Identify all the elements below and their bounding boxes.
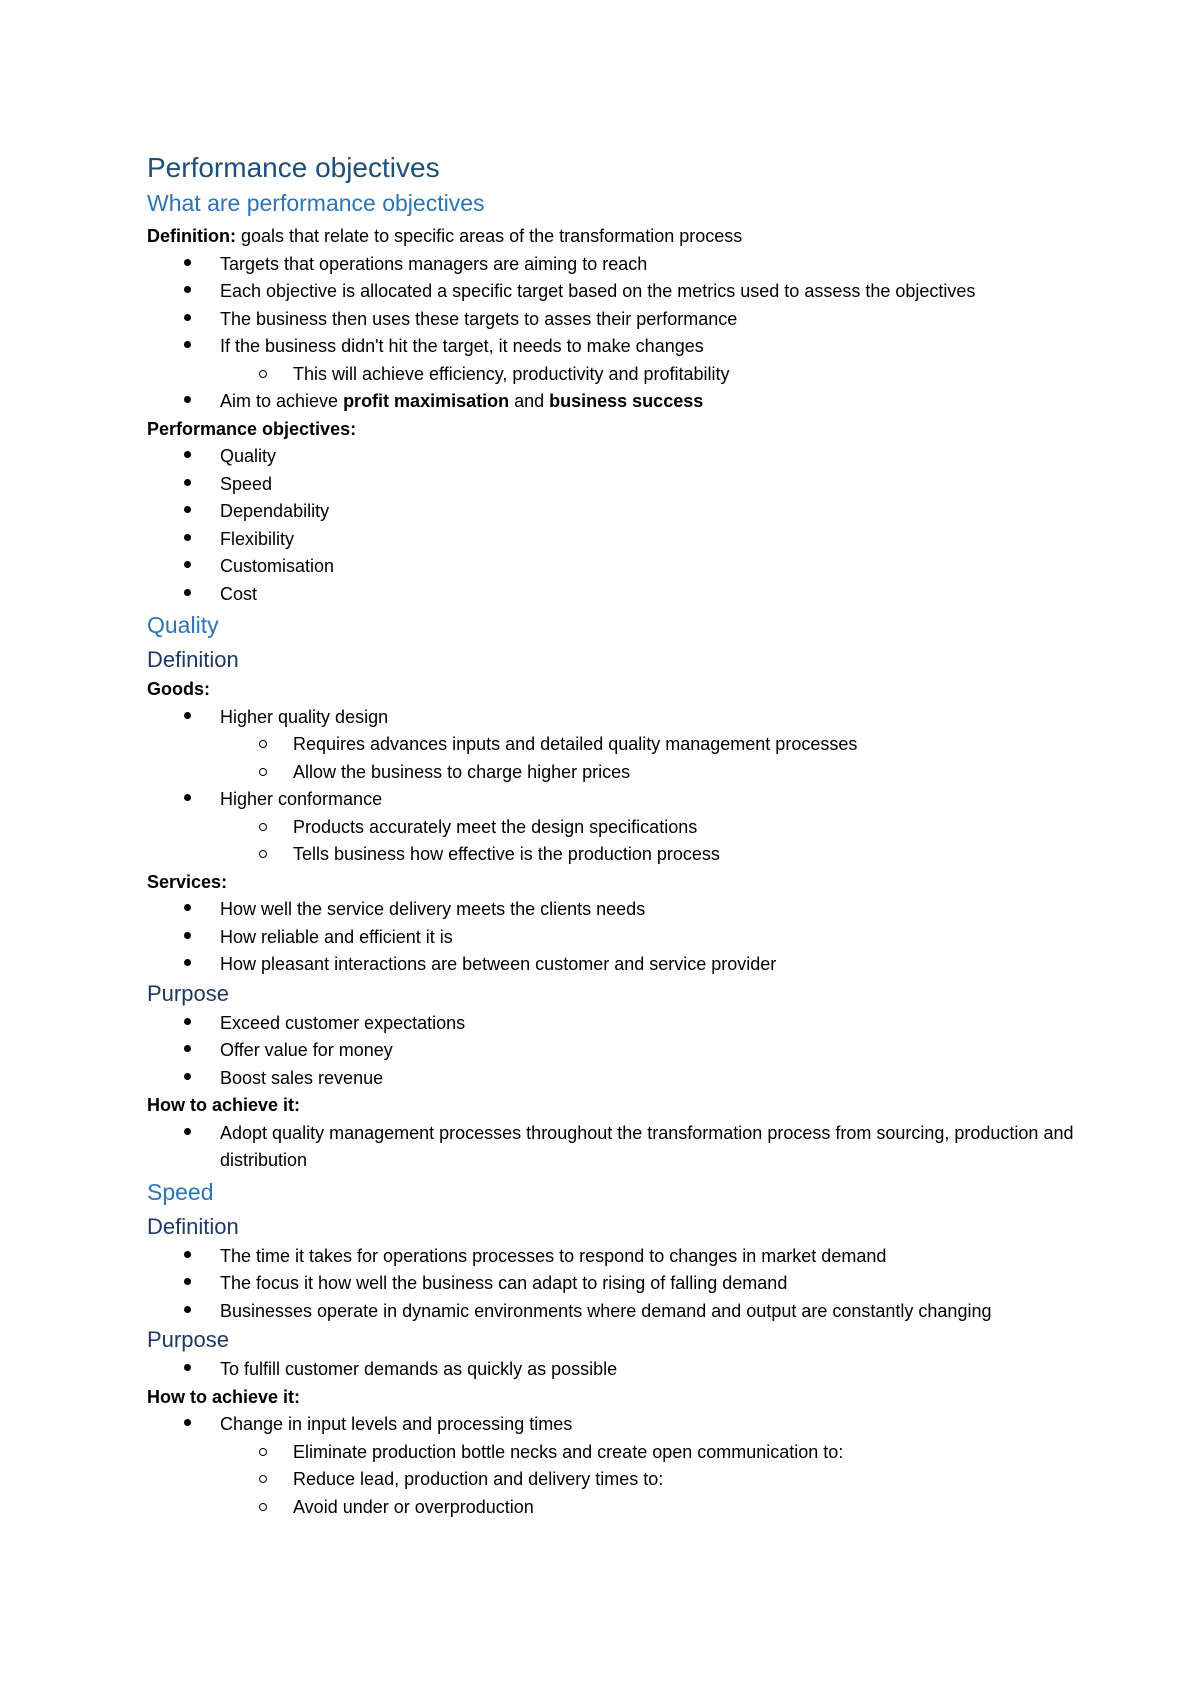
list-item-aim bbox=[147, 388, 1087, 416]
goods-list bbox=[147, 704, 1087, 869]
definition-label: Definition: bbox=[147, 226, 236, 246]
sub-list-item: Requires advances inputs and detailed quality management processes bbox=[147, 731, 1087, 759]
performance-objectives-label: Performance objectives: bbox=[147, 418, 357, 439]
sub-list-item: Products accurately meet the design specifications bbox=[147, 814, 1087, 842]
heading-quality-purpose: Purpose bbox=[147, 980, 229, 1006]
speed-purpose-list bbox=[147, 1356, 1087, 1384]
quality-purpose-list bbox=[147, 1010, 1087, 1093]
list-item: If the business didn't hit the target, it needs to make changes bbox=[147, 333, 1087, 361]
services-list bbox=[147, 896, 1087, 979]
definition-text: goals that relate to specific areas of the transformation process bbox=[235, 226, 743, 246]
sub-list-item: Allow the business to charge higher prices bbox=[147, 759, 1087, 787]
list-item: Higher quality design bbox=[147, 704, 1087, 732]
quality-how-label: How to achieve it: bbox=[147, 1095, 301, 1115]
list-item: The time it takes for operations processes to respond to changes in market demand bbox=[147, 1243, 1087, 1271]
services-label: Services: bbox=[147, 871, 228, 892]
sub-list-item: Eliminate production bottle necks and create open communication to: bbox=[147, 1439, 1087, 1467]
list-item: Quality bbox=[147, 443, 1087, 471]
aim-prefix: Aim to achieve bbox=[220, 391, 344, 411]
heading-what-are-performance-objectives: What are performance objectives bbox=[147, 190, 485, 216]
list-item: Businesses operate in dynamic environments where demand and output are constantly changing bbox=[147, 1298, 1087, 1326]
list-item: Each objective is allocated a specific target based on the metrics used to assess the objectives bbox=[147, 278, 1087, 306]
objectives-bullet-list bbox=[147, 251, 1087, 416]
aim-business-success: business success bbox=[549, 391, 704, 411]
list-item: Boost sales revenue bbox=[147, 1065, 1087, 1093]
performance-objectives-list bbox=[147, 443, 1087, 608]
sub-list-item: Reduce lead, production and delivery times to: bbox=[147, 1466, 1087, 1494]
list-item: Customisation bbox=[147, 553, 1087, 581]
list-item: How well the service delivery meets the clients needs bbox=[147, 896, 1087, 924]
list-item: Flexibility bbox=[147, 526, 1087, 554]
page-title: Performance objectives bbox=[147, 152, 440, 183]
list-item: Speed bbox=[147, 471, 1087, 499]
list-item: Cost bbox=[147, 581, 1087, 609]
speed-definition-list bbox=[147, 1243, 1087, 1326]
list-item: How reliable and efficient it is bbox=[147, 924, 1087, 952]
quality-how-list bbox=[147, 1120, 1087, 1175]
definition-paragraph bbox=[147, 223, 1087, 251]
heading-speed-definition: Definition bbox=[147, 1213, 239, 1239]
aim-and: and bbox=[509, 391, 550, 411]
list-item: To fulfill customer demands as quickly as possible bbox=[147, 1356, 1087, 1384]
heading-quality-definition: Definition bbox=[147, 647, 239, 672]
list-item: Change in input levels and processing times bbox=[147, 1411, 1087, 1439]
list-item: Adopt quality management processes throughout the transformation process from sourcing, production and distribution bbox=[147, 1120, 1087, 1175]
list-item: How pleasant interactions are between customer and service provider bbox=[147, 951, 1087, 979]
list-item: Dependability bbox=[147, 498, 1087, 526]
speed-how-label: How to achieve it: bbox=[147, 1386, 301, 1407]
list-item: Exceed customer expectations bbox=[147, 1010, 1087, 1038]
heading-speed: Speed bbox=[147, 1178, 214, 1205]
sub-list-item: Tells business how effective is the production process bbox=[147, 841, 1087, 869]
document-body bbox=[147, 146, 1087, 1521]
list-item: Offer value for money bbox=[147, 1037, 1087, 1065]
heading-speed-purpose: Purpose bbox=[147, 1327, 229, 1352]
sub-list-item: This will achieve efficiency, productivity and profitability bbox=[147, 361, 1087, 389]
aim-profit-maximisation: profit maximisation bbox=[343, 391, 510, 411]
list-item: Higher conformance bbox=[147, 786, 1087, 814]
sub-list-item: Avoid under or overproduction bbox=[147, 1494, 1087, 1522]
list-item: The focus it how well the business can adapt to rising of falling demand bbox=[147, 1270, 1087, 1298]
speed-how-list bbox=[147, 1411, 1087, 1521]
goods-label: Goods: bbox=[147, 679, 210, 699]
list-item: Targets that operations managers are aiming to reach bbox=[147, 251, 1087, 279]
list-item: The business then uses these targets to asses their performance bbox=[147, 306, 1087, 334]
heading-quality: Quality bbox=[147, 612, 219, 638]
